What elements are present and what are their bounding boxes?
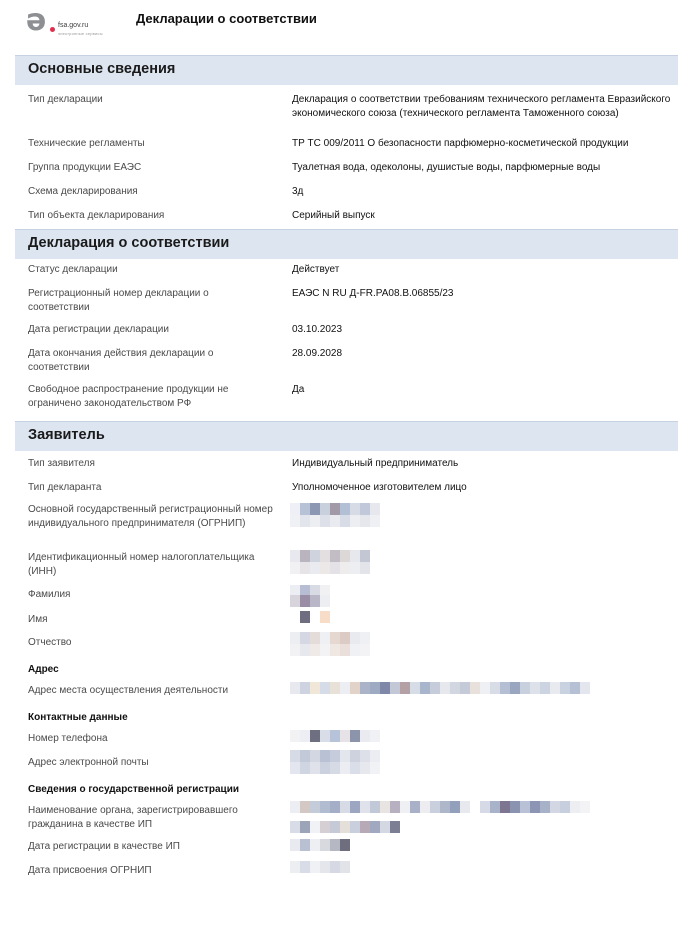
field-label: Основной государственный регистрационный номер индивидуального предпринимателя (ОГРНИП) <box>28 504 273 529</box>
redacted-value <box>290 861 350 877</box>
redacted-value <box>290 839 350 855</box>
redacted-value <box>290 562 370 578</box>
field-value: Да <box>292 384 305 395</box>
field-value: Декларация о соответствии требованиям технического регламента Евразийского экономического союза (технического регламента Таможенного союза) <box>292 94 671 119</box>
field-label: Отчество <box>28 637 72 648</box>
field-label: Тип заявителя <box>28 458 95 469</box>
field-label: Тип объекта декларирования <box>28 210 165 221</box>
redacted-value <box>290 730 380 746</box>
redacted-value <box>290 682 590 698</box>
field-label: Статус декларации <box>28 264 118 275</box>
redacted-value <box>290 644 370 660</box>
field-value: 3д <box>292 186 304 197</box>
field-label: Регистрационный номер декларации о соответствии <box>28 288 209 313</box>
redacted-value <box>290 821 400 837</box>
field-label: Схема декларирования <box>28 186 138 197</box>
field-label: Дата окончания действия декларации о соответствии <box>28 348 214 373</box>
field-label: Наименование органа, зарегистрировавшего гражданина в качестве ИП <box>28 805 238 830</box>
field-label: Адрес места осуществления деятельности <box>28 685 229 696</box>
logo-subtitle: электронные сервисы <box>58 31 103 36</box>
logo-site: fsa.gov.ru <box>58 22 89 29</box>
subsection-registration-title: Сведения о государственной регистрации <box>28 784 240 795</box>
field-label: Имя <box>28 614 48 625</box>
section-declaration-header <box>15 229 678 259</box>
field-value: Индивидуальный предприниматель <box>292 458 459 469</box>
field-label: Дата регистрации декларации <box>28 324 169 335</box>
page-header <box>0 0 700 50</box>
fsa-logo[interactable] <box>26 3 136 42</box>
field-label: Дата присвоения ОГРНИП <box>28 865 152 876</box>
page-title: Декларации о соответствии <box>136 11 317 26</box>
redacted-value <box>290 801 590 817</box>
fsa-logo-icon: ə <box>26 3 47 38</box>
field-value: 28.09.2028 <box>292 348 343 359</box>
subsection-contacts-title: Контактные данные <box>28 712 128 723</box>
field-label: Идентификационный номер налогоплательщика (ИНН) <box>28 552 255 577</box>
field-label: Группа продукции ЕАЭС <box>28 162 142 173</box>
redacted-value <box>290 611 330 627</box>
redacted-value <box>290 762 380 778</box>
field-value: ЕАЭС N RU Д-FR.РА08.В.06855/23 <box>292 288 454 299</box>
field-label: Свободное распространение продукции не ограничено законодательством РФ <box>28 384 229 409</box>
section-applicant-header <box>15 421 678 451</box>
section-basic-header <box>15 55 678 85</box>
field-value: ТР ТС 009/2011 О безопасности парфюмерно-косметической продукции <box>292 138 629 149</box>
field-label: Технические регламенты <box>28 138 145 149</box>
field-value: Туалетная вода, одеколоны, душистые воды, парфюмерные воды <box>292 162 601 173</box>
redacted-value <box>290 595 330 611</box>
field-label: Тип декларации <box>28 94 103 105</box>
logo-dot-icon <box>50 27 55 32</box>
field-value: Уполномоченное изготовителем лицо <box>292 482 467 493</box>
field-label: Номер телефона <box>28 733 108 744</box>
section-title: Основные сведения <box>28 61 176 77</box>
field-value: Действует <box>292 264 340 275</box>
field-label: Дата регистрации в качестве ИП <box>28 841 180 852</box>
field-value: Серийный выпуск <box>292 210 375 221</box>
section-title: Заявитель <box>28 427 105 443</box>
redacted-value <box>290 515 380 531</box>
section-title: Декларация о соответствии <box>28 235 230 251</box>
field-label: Фамилия <box>28 589 71 600</box>
field-value: 03.10.2023 <box>292 324 343 335</box>
subsection-address-title: Адрес <box>28 664 59 675</box>
field-label: Адрес электронной почты <box>28 757 149 768</box>
field-label: Тип декларанта <box>28 482 102 493</box>
